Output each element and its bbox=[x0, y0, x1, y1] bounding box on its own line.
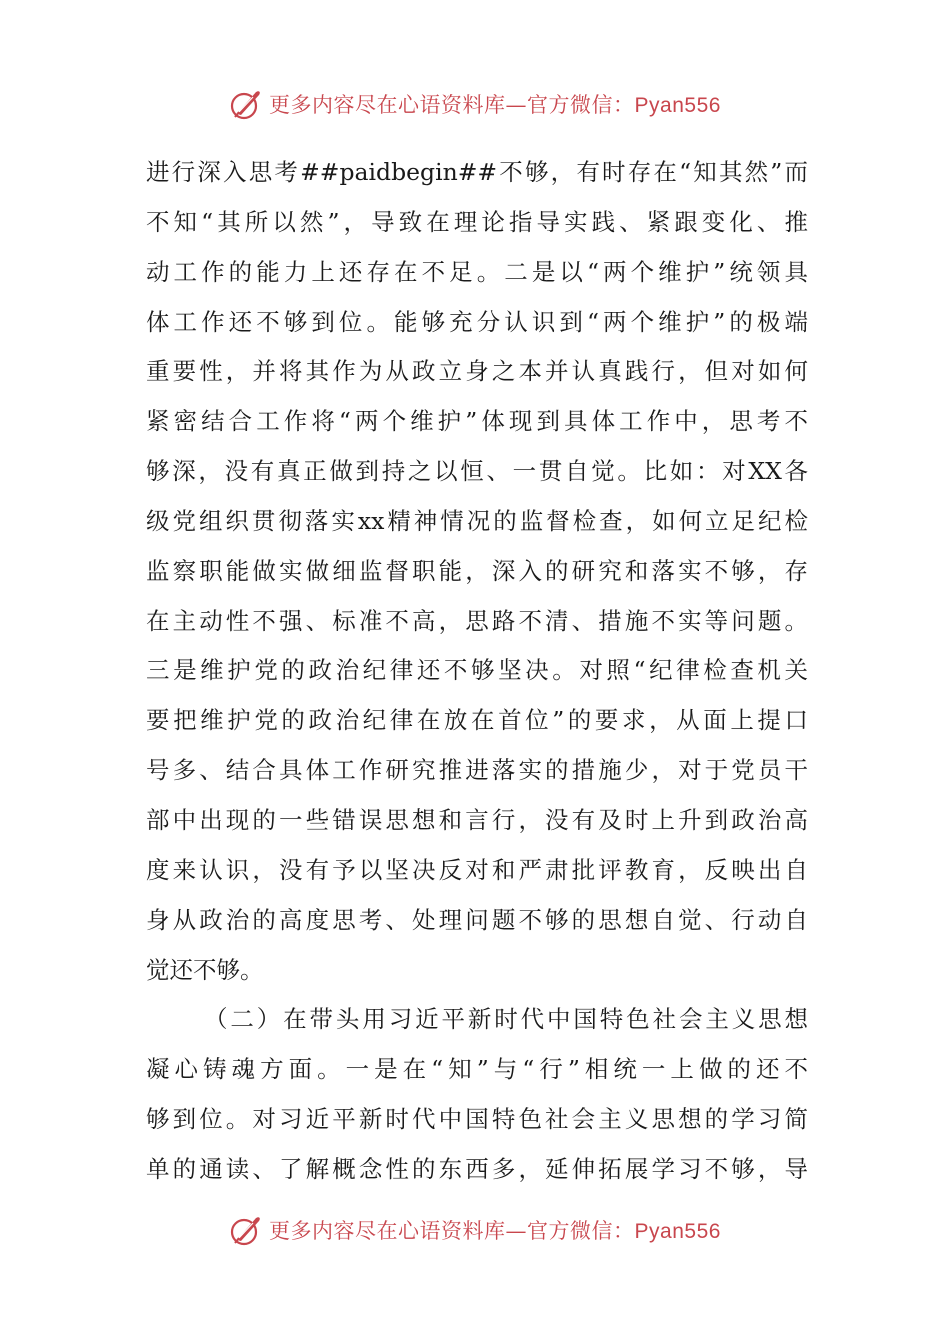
body-line: 三是维护党的政治纪律还不够坚决。对照“纪律检查机关 bbox=[146, 656, 808, 685]
body-line: 单的通读、了解概念性的东西多，延伸拓展学习不够，导 bbox=[146, 1154, 808, 1183]
body-line: 部中出现的一些错误思想和言行，没有及时上升到政治高 bbox=[146, 805, 808, 834]
body-line: 在主动性不强、标准不高，思路不清、措施不实等问题。 bbox=[146, 606, 808, 635]
header-wechat-id: Pyan556 bbox=[634, 94, 721, 117]
quill-pen-logo-icon bbox=[229, 87, 263, 121]
body-line: 不知“其所以然”，导致在理论指导实践、紧跟变化、推 bbox=[146, 207, 808, 236]
body-line: 体工作还不够到位。能够充分认识到“两个维护”的极端 bbox=[146, 307, 808, 336]
body-line: 级党组织贯彻落实xx精神情况的监督检查，如何立足纪检 bbox=[146, 506, 808, 535]
footer-wechat-id: Pyan556 bbox=[634, 1220, 721, 1243]
header-banner-text: 更多内容尽在心语资料库—官方微信：Pyan556 bbox=[269, 93, 721, 117]
body-line: 身从政治的高度思考、处理问题不够的思想自觉、行动自 bbox=[146, 905, 808, 934]
body-line: 紧密结合工作将“两个维护”体现到具体工作中，思考不 bbox=[146, 407, 808, 436]
quill-pen-logo-icon bbox=[229, 1213, 263, 1247]
body-line: 凝心铸魂方面。一是在“知”与“行”相统一上做的还不 bbox=[146, 1055, 808, 1084]
body-line: 够深，没有真正做到持之以恒、一贯自觉。比如：对XX各 bbox=[146, 457, 808, 486]
body-line: 觉还不够。 bbox=[146, 955, 264, 984]
body-line: 够到位。对习近平新时代中国特色社会主义思想的学习简 bbox=[146, 1105, 808, 1134]
section-heading-line: （二）在带头用习近平新时代中国特色社会主义思想 bbox=[204, 1005, 808, 1034]
body-line: 号多、结合具体工作研究推进落实的措施少，对于党员干 bbox=[146, 756, 808, 785]
footer-banner-text: 更多内容尽在心语资料库—官方微信：Pyan556 bbox=[269, 1219, 721, 1243]
footer-banner bbox=[0, 1210, 950, 1250]
body-line: 监察职能做实做细监督职能，深入的研究和落实不够，存 bbox=[146, 556, 808, 585]
body-line: 进行深入思考##paidbegin##不够，有时存在“知其然”而 bbox=[146, 158, 808, 186]
body-line: 度来认识，没有予以坚决反对和严肃批评教育，反映出自 bbox=[146, 855, 808, 884]
body-line: 重要性，并将其作为从政立身之本并认真践行，但对如何 bbox=[146, 357, 808, 386]
body-line: 要把维护党的政治纪律在放在首位”的要求，从面上提口 bbox=[146, 706, 808, 735]
body-line: 动工作的能力上还存在不足。二是以“两个维护”统领具 bbox=[146, 257, 808, 286]
header-banner bbox=[0, 84, 950, 124]
document-body bbox=[146, 148, 808, 1195]
